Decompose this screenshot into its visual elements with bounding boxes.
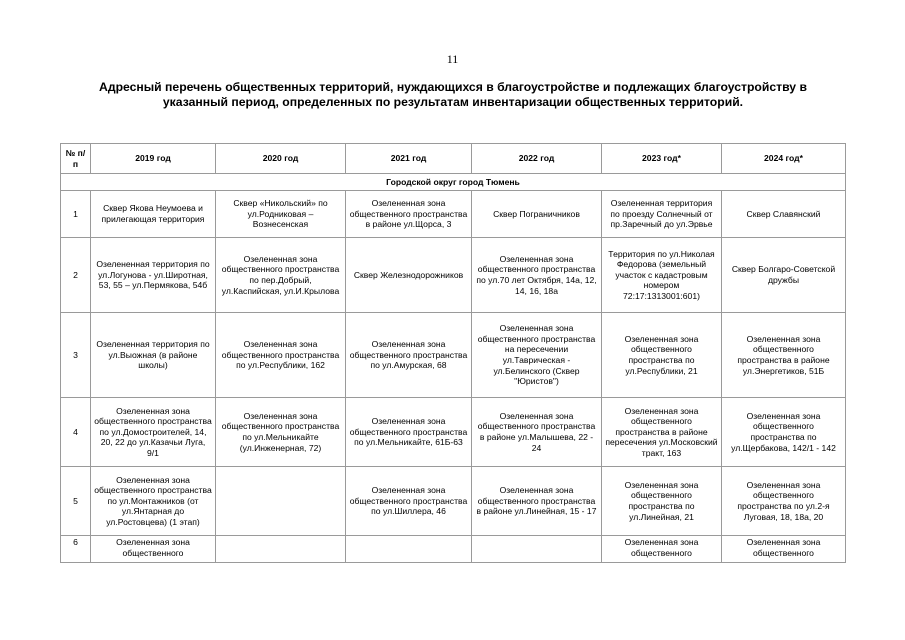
table-cell: Сквер Якова Неумоева и прилегающая территория [91,191,216,238]
table-cell: Озелененная зона общественного [722,536,846,563]
table-cell: Озелененная зона общественного пространства по ул.Домостроителей, 14, 20, 22 до ул.Казачьи Луга, 9/1 [91,398,216,467]
table-cell: Озелененная зона общественного пространства по ул.70 лет Октября, 14а, 12, 14, 16, 18а [472,238,602,313]
table-header-row [61,144,846,174]
table-cell: Озелененная территория по ул.Выожная (в районе школы) [91,313,216,398]
table-cell: Озелененная зона общественного пространства в районе ул.Малышева, 22 - 24 [472,398,602,467]
table-cell: Озелененная зона общественного пространства по ул.Монтажников (от ул.Янтарная до ул.Ростовцева) (1 этап) [91,467,216,536]
column-header-2020: 2020 год [216,144,346,174]
table-cell: Сквер Болгаро-Советской дружбы [722,238,846,313]
table-row [61,191,846,238]
table-cell [346,536,472,563]
table-row [61,398,846,467]
table-row [61,238,846,313]
table-cell: Сквер Пограничников [472,191,602,238]
table-cell: Озелененная зона общественного пространства по ул.Республики, 21 [602,313,722,398]
table-cell: Озелененная зона общественного пространства на пересечении ул.Таврическая - ул.Белинского (Сквер "Юристов") [472,313,602,398]
column-header-2023: 2023 год* [602,144,722,174]
table-cell [216,467,346,536]
table-cell: Озелененная зона общественного пространства по ул.Мельникайте (ул.Инженерная, 72) [216,398,346,467]
table-row [61,467,846,536]
row-number: 4 [61,398,91,467]
column-header-2019: 2019 год [91,144,216,174]
row-number: 1 [61,191,91,238]
table-cell: Озелененная зона общественного пространства в районе ул.Линейная, 15 - 17 [472,467,602,536]
territory-table [60,143,846,563]
column-header-2022: 2022 год [472,144,602,174]
row-number: 6 [61,536,91,563]
table-cell: Озелененная зона общественного [602,536,722,563]
table-cell: Озелененная зона общественного пространства по ул.Республики, 162 [216,313,346,398]
table-cell: Озелененная зона общественного пространства по ул.2-я Луговая, 18, 18а, 20 [722,467,846,536]
document-title: Адресный перечень общественных территорий, нуждающихся в благоустройстве и подлежащих благоустройству в указанный период, определенных по результатам инвентаризации общественных территорий. [99,80,807,109]
table-cell: Озелененная зона общественного пространства по ул.Линейная, 21 [602,467,722,536]
table-cell: Озелененная зона общественного пространства по ул.Щербакова, 142/1 - 142 [722,398,846,467]
table-cell: Озелененная зона общественного пространства в районе ул.Энергетиков, 51Б [722,313,846,398]
table-cell: Озелененная зона общественного [91,536,216,563]
table-cell [472,536,602,563]
column-header-number: № п/п [61,144,91,174]
table-cell: Озелененная зона общественного пространства по ул.Мельникайте, 61Б-63 [346,398,472,467]
table-cell: Озелененная зона общественного пространства по пер.Добрый, ул.Каспийская, ул.И.Крылова [216,238,346,313]
table-cell: Территория по ул.Николая Федорова (земельный участок с кадастровым номером 72:17:1313001:601) [602,238,722,313]
table-cell: Озелененная территория по проезду Солнечный от пр.Заречный до ул.Эрвье [602,191,722,238]
column-header-2024: 2024 год* [722,144,846,174]
row-number: 5 [61,467,91,536]
table-cell: Сквер «Никольский» по ул.Родниковая – Вознесенская [216,191,346,238]
page-number: 11 [446,52,459,66]
table-cell: Озелененная зона общественного пространства в районе ул.Щорса, 3 [346,191,472,238]
district-row [61,174,846,191]
table-cell: Сквер Железнодорожников [346,238,472,313]
row-number: 2 [61,238,91,313]
district-name: Городской округ город Тюмень [61,174,846,191]
table-row [61,536,846,563]
table-cell: Озелененная территория по ул.Логунова - ул.Широтная, 53, 55 – ул.Пермякова, 54б [91,238,216,313]
table-cell [216,536,346,563]
table-cell: Озелененная зона общественного пространства в районе пересечения ул.Московский тракт, 163 [602,398,722,467]
column-header-2021: 2021 год [346,144,472,174]
table-row [61,313,846,398]
table-cell: Озелененная зона общественного пространства по ул.Амурская, 68 [346,313,472,398]
row-number: 3 [61,313,91,398]
table-cell: Сквер Славянский [722,191,846,238]
table-cell: Озелененная зона общественного пространства по ул.Шиллера, 46 [346,467,472,536]
